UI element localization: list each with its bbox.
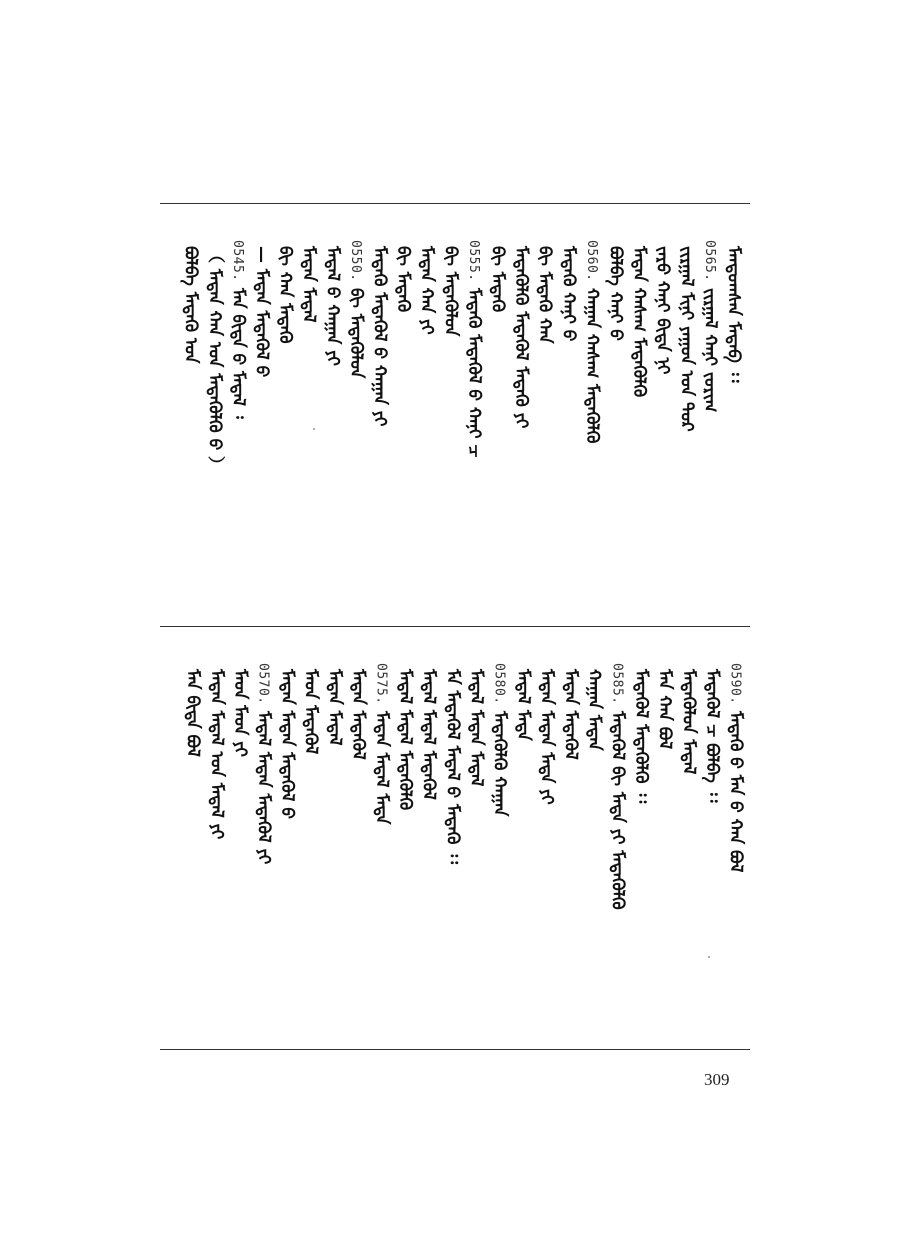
verse-column xyxy=(628,663,654,803)
verse-column xyxy=(649,240,675,374)
verse-column xyxy=(368,663,394,824)
page-number: 309 xyxy=(704,1070,730,1089)
verse-line: ᠪᠢ ᠮᠡᠳᠡᠬᠦ xyxy=(393,246,414,313)
verse-column xyxy=(295,240,321,323)
verse-column xyxy=(580,663,606,751)
verse-line: ᠮᠡᠳᠡᠯ ᠮᠡᠳᠡᠯ ᠮᠡᠳᠡᠭᠦᠯᠬᠦ xyxy=(395,669,416,811)
speck-mark xyxy=(313,428,315,430)
verse-column xyxy=(557,663,583,760)
middle-rule xyxy=(160,626,750,627)
line-number: 0580. xyxy=(491,663,507,705)
verse-column xyxy=(226,663,252,757)
verse-line: ᠮᠡᠳᠡᠨ ᠮᠡᠳᠡᠨ ᠮᠡᠳᠡᠭᠦᠯ ᠪ xyxy=(277,669,298,819)
verse-line: — ᠮᠡᠳᠡᠨ ᠮᠡᠳᠡᠭᠦᠯ ᠪ xyxy=(251,246,272,378)
verse-line: ᠮᠡᠳᠡᠯ ᠮᠡᠳᠡᠨ ᠮᠡᠳᠡᠯ xyxy=(465,669,486,787)
line-number: 0590. xyxy=(727,663,743,705)
verse-line: ᠪᠢ ᠮᠡᠳᠡᠬᠦ xyxy=(487,246,508,313)
verse-line: ᠬᠠᠭᠠᠨ ᠮᠡᠳᠡᠨ xyxy=(583,669,604,751)
verse-column xyxy=(696,240,722,412)
verse-column xyxy=(319,240,345,366)
verse-line: ᠮᠡᠳᠡᠭᠦᠯ ᠮᠡᠳᠡᠭᠦᠯᠬᠦ ᠄᠄ xyxy=(631,669,652,804)
verse-line: （ ᠮᠡᠳᠡᠨ ᠬᠠᠨ ᠤᠨ ᠮᠡᠳᠡᠭᠦᠯᠬᠦ ᠪ ） xyxy=(204,246,225,474)
verse-line: ᠵᠢᠷᠭᠠᠯ ᠮᠢᠨᠢ ᠶᠠᠭᠤᠨ ᠤᠨ ᠳᠤᠷ xyxy=(676,246,697,432)
verse-line: ᠮᠡᠳᠡᠭᠦ ᠪ ᠮᠠᠨ ᠪ ᠬᠠᠨ ᠪᠣᠯ xyxy=(725,710,746,873)
verse-column xyxy=(224,240,250,418)
verse-column xyxy=(510,663,536,741)
verse-column xyxy=(272,240,298,344)
verse-line: ᠮᠡᠳᠡᠯ ᠪ ᠬᠠᠭᠠᠨ ᠶᠢ xyxy=(322,246,343,366)
verse-line: ᠮᠡᠳᠡᠨ ᠮᠡᠳᠡᠯ ᠤᠨ ᠮᠡᠳᠡᠯ ᠶᠢ xyxy=(206,669,227,840)
verse-column xyxy=(578,240,604,443)
verse-line: ᠪᠣᠯᠪᠠ ᠬᠠᠨᠢ ᠪ xyxy=(605,246,626,341)
verse-column xyxy=(297,663,323,754)
verse-line: ᠮᠡᠳᠡᠨ ᠮᠡᠳᠡᠯ ᠮᠡᠳᠡ xyxy=(371,710,392,825)
verse-line: ᠮᠡᠳᠡᠨ ᠮᠡᠳᠡᠨ ᠮᠡᠳᠡ ᠶᠢ xyxy=(536,669,557,805)
verse-column xyxy=(722,663,748,872)
verse-line: ᠪᠢ ᠮᠡᠳᠡᠭᠦᠯᠦᠨ xyxy=(440,246,461,337)
top-rule xyxy=(160,203,750,204)
line-number: 0545. xyxy=(229,240,245,282)
verse-column xyxy=(392,663,418,810)
verse-line: ᠮᠠᠨ ᠪᠢᠳᠡ ᠪᠣᠯ xyxy=(182,669,203,757)
line-number: 0550. xyxy=(347,240,363,282)
verse-line: ᠮᠠᠨ ᠪᠢᠳᠡ ᠪ ᠮᠡᠳᠡᠯ ᠄ xyxy=(227,287,248,419)
verse-column xyxy=(508,240,534,428)
verse-line: ᠮᠡᠳᠡᠯ ᠮᠡᠳᠡᠨ ᠮᠡᠳᠡᠭᠦᠯ ᠶᠢ xyxy=(253,710,274,864)
verse-line: ᠪᠢ ᠮᠡᠳᠡᠭᠦᠯᠦᠨ xyxy=(345,287,366,378)
verse-line: ᠬᠠᠭᠠᠨ ᠬᠠᠰᠠᠭ ᠮᠡᠳᠡᠭᠦᠯᠬᠦ xyxy=(581,287,602,444)
verse-line: ᠵᠢᠷᠭᠠᠯ ᠬᠠᠨᠢ ᠵᠣᠷᠢᠭ xyxy=(699,287,720,412)
verse-column xyxy=(248,240,274,377)
verse-column xyxy=(462,663,488,786)
verse-column xyxy=(179,663,205,757)
line-number: 0570. xyxy=(255,663,271,705)
verse-column xyxy=(673,240,699,432)
verse-column xyxy=(201,240,227,473)
verse-column xyxy=(604,663,630,909)
verse-column xyxy=(602,240,628,341)
verse-column xyxy=(555,240,581,341)
verse-column xyxy=(437,240,463,336)
line-number: 0555. xyxy=(465,240,481,282)
verse-column xyxy=(344,663,370,760)
verse-line: ᠮᠡᠳᠡᠯ ᠮᠡᠳᠡᠯ ᠮᠡᠳᠡᠭᠦᠯ xyxy=(418,669,439,800)
line-number: 0565. xyxy=(701,240,717,282)
verse-line: ᠮᠡ ᠮᠡᠳᠡᠭᠦᠯ ᠮᠡᠳᠡᠯ ᠪ ᠮᠡᠳᠡᠭᠦ ᠄᠄ xyxy=(442,669,463,865)
verse-line: ᠮᠡᠳᠡᠨ ᠮᠡᠳᠡᠭᠦᠯ xyxy=(560,669,581,760)
verse-column xyxy=(533,663,559,805)
verse-column xyxy=(439,663,465,864)
verse-line: ᠮᠡᠳᠡᠯ ᠮᠡᠳᠡ xyxy=(513,669,534,741)
verse-column xyxy=(390,240,416,312)
verse-line: ᠮᠡᠳᠡᠭᠦ ᠮᠡᠳᠡᠭᠦᠯ ᠪ ᠬᠠᠭᠠᠨ ᠶᠢ xyxy=(369,246,390,427)
verse-line: ᠮᠡᠳᠡᠭᠦ ᠬᠠᠨᠢ ᠪ xyxy=(558,246,579,342)
verse-column xyxy=(415,663,441,800)
verse-column xyxy=(675,663,701,774)
verse-line: ᠮᠡᠳᠡᠭᠦ ᠮᠡᠳᠡᠭᠦᠯ ᠪ ᠬᠠᠨᠢ ᠴ xyxy=(463,287,484,458)
line-number: 0560. xyxy=(583,240,599,282)
verse-line: ᠪᠢ ᠬᠠᠨ ᠮᠡᠳᠡᠭᠦ xyxy=(275,246,296,344)
verse-column xyxy=(342,240,368,378)
verse-column xyxy=(651,663,677,749)
verse-column xyxy=(321,663,347,746)
verse-line: ᠮᠡᠳ ᠮᠡᠳᠡᠭᠦᠯ xyxy=(300,669,321,755)
verse-line: ᠵᠠᠷᠤ ᠬᠠᠨᠢ ᠪᠢᠳᠡ ᠨᠢ xyxy=(652,246,673,375)
verse-column xyxy=(626,240,652,397)
verse-column xyxy=(177,240,203,363)
verse-column xyxy=(203,663,229,839)
verse-line: ᠮᠡᠳᠡᠨ ᠮᠡᠳᠡᠯ xyxy=(324,669,345,746)
verse-line: ᠮᠡᠳᠡᠭᠦᠯᠬᠦ ᠬᠠᠭᠠᠨ xyxy=(489,710,510,816)
verse-line: ᠮᠡᠳᠡᠭᠦᠯ ᠪᠢ ᠮᠡᠳᠡ ᠶᠢ ᠮᠡᠳᠡᠭᠦᠯᠬᠦ xyxy=(607,710,628,910)
verse-line: ᠮᠡᠳᠡᠨ ᠮᠡᠳᠡᠯ xyxy=(298,246,319,323)
verse-column xyxy=(366,240,392,426)
verse-column xyxy=(698,663,724,803)
verse-line: ᠮᠡᠳᠡᠨ ᠬᠠᠰᠠᠭ ᠮᠡᠳᠡᠭᠦᠯᠬᠦ xyxy=(629,246,650,398)
line-number: 0575. xyxy=(373,663,389,705)
verse-column xyxy=(460,240,486,457)
verse-column xyxy=(250,663,276,864)
verse-column xyxy=(720,240,746,383)
bottom-rule xyxy=(160,1049,750,1050)
verse-column xyxy=(484,240,510,312)
speck-mark xyxy=(708,956,710,958)
verse-line: ᠮᠡᠳᠡᠨ ᠮᠡᠳᠡᠭᠦᠯ xyxy=(347,669,368,760)
verse-line: ᠪᠢ ᠮᠡᠳᠡᠬᠦ ᠬᠠᠨ xyxy=(534,246,555,344)
verse-line: ᠮᠠᠨᠳᠤᠭᠰᠠᠨ ᠮᠠᠲᠠᠪ ᠄᠄ xyxy=(723,246,744,383)
verse-column xyxy=(531,240,557,344)
verse-column xyxy=(274,663,300,819)
verse-line: ᠮᠡᠳᠡᠭᠦᠯᠬᠦ ᠮᠡᠳᠡᠭᠦᠯ ᠮᠡᠳᠡᠬᠦ ᠶᠢ xyxy=(511,246,532,429)
verse-column xyxy=(486,663,512,816)
verse-line: ᠮᠠᠨ ᠬᠠᠨ ᠪᠣᠯ xyxy=(654,669,675,750)
verse-line: ᠮᠡᠳᠡᠭᠦᠯᠦᠨ ᠮᠡᠳᠡᠯ xyxy=(678,669,699,775)
verse-column xyxy=(413,240,439,335)
verse-line: ᠮᠡᠳ ᠮᠡᠳ ᠶᠢ xyxy=(229,669,250,757)
verse-line: ᠮᠡᠳᠡᠭᠦᠯ ᠴ ᠪᠣᠯᠪᠠ ᠄᠄ xyxy=(701,669,722,803)
line-number: 0585. xyxy=(609,663,625,705)
verse-line: ᠪᠣᠯᠪᠠ ᠮᠡᠳᠡᠭᠦ ᠤᠨ xyxy=(180,246,201,364)
verse-line: ᠮᠡᠳᠡᠨ ᠬᠠᠨ ᠶᠢ xyxy=(416,246,437,335)
